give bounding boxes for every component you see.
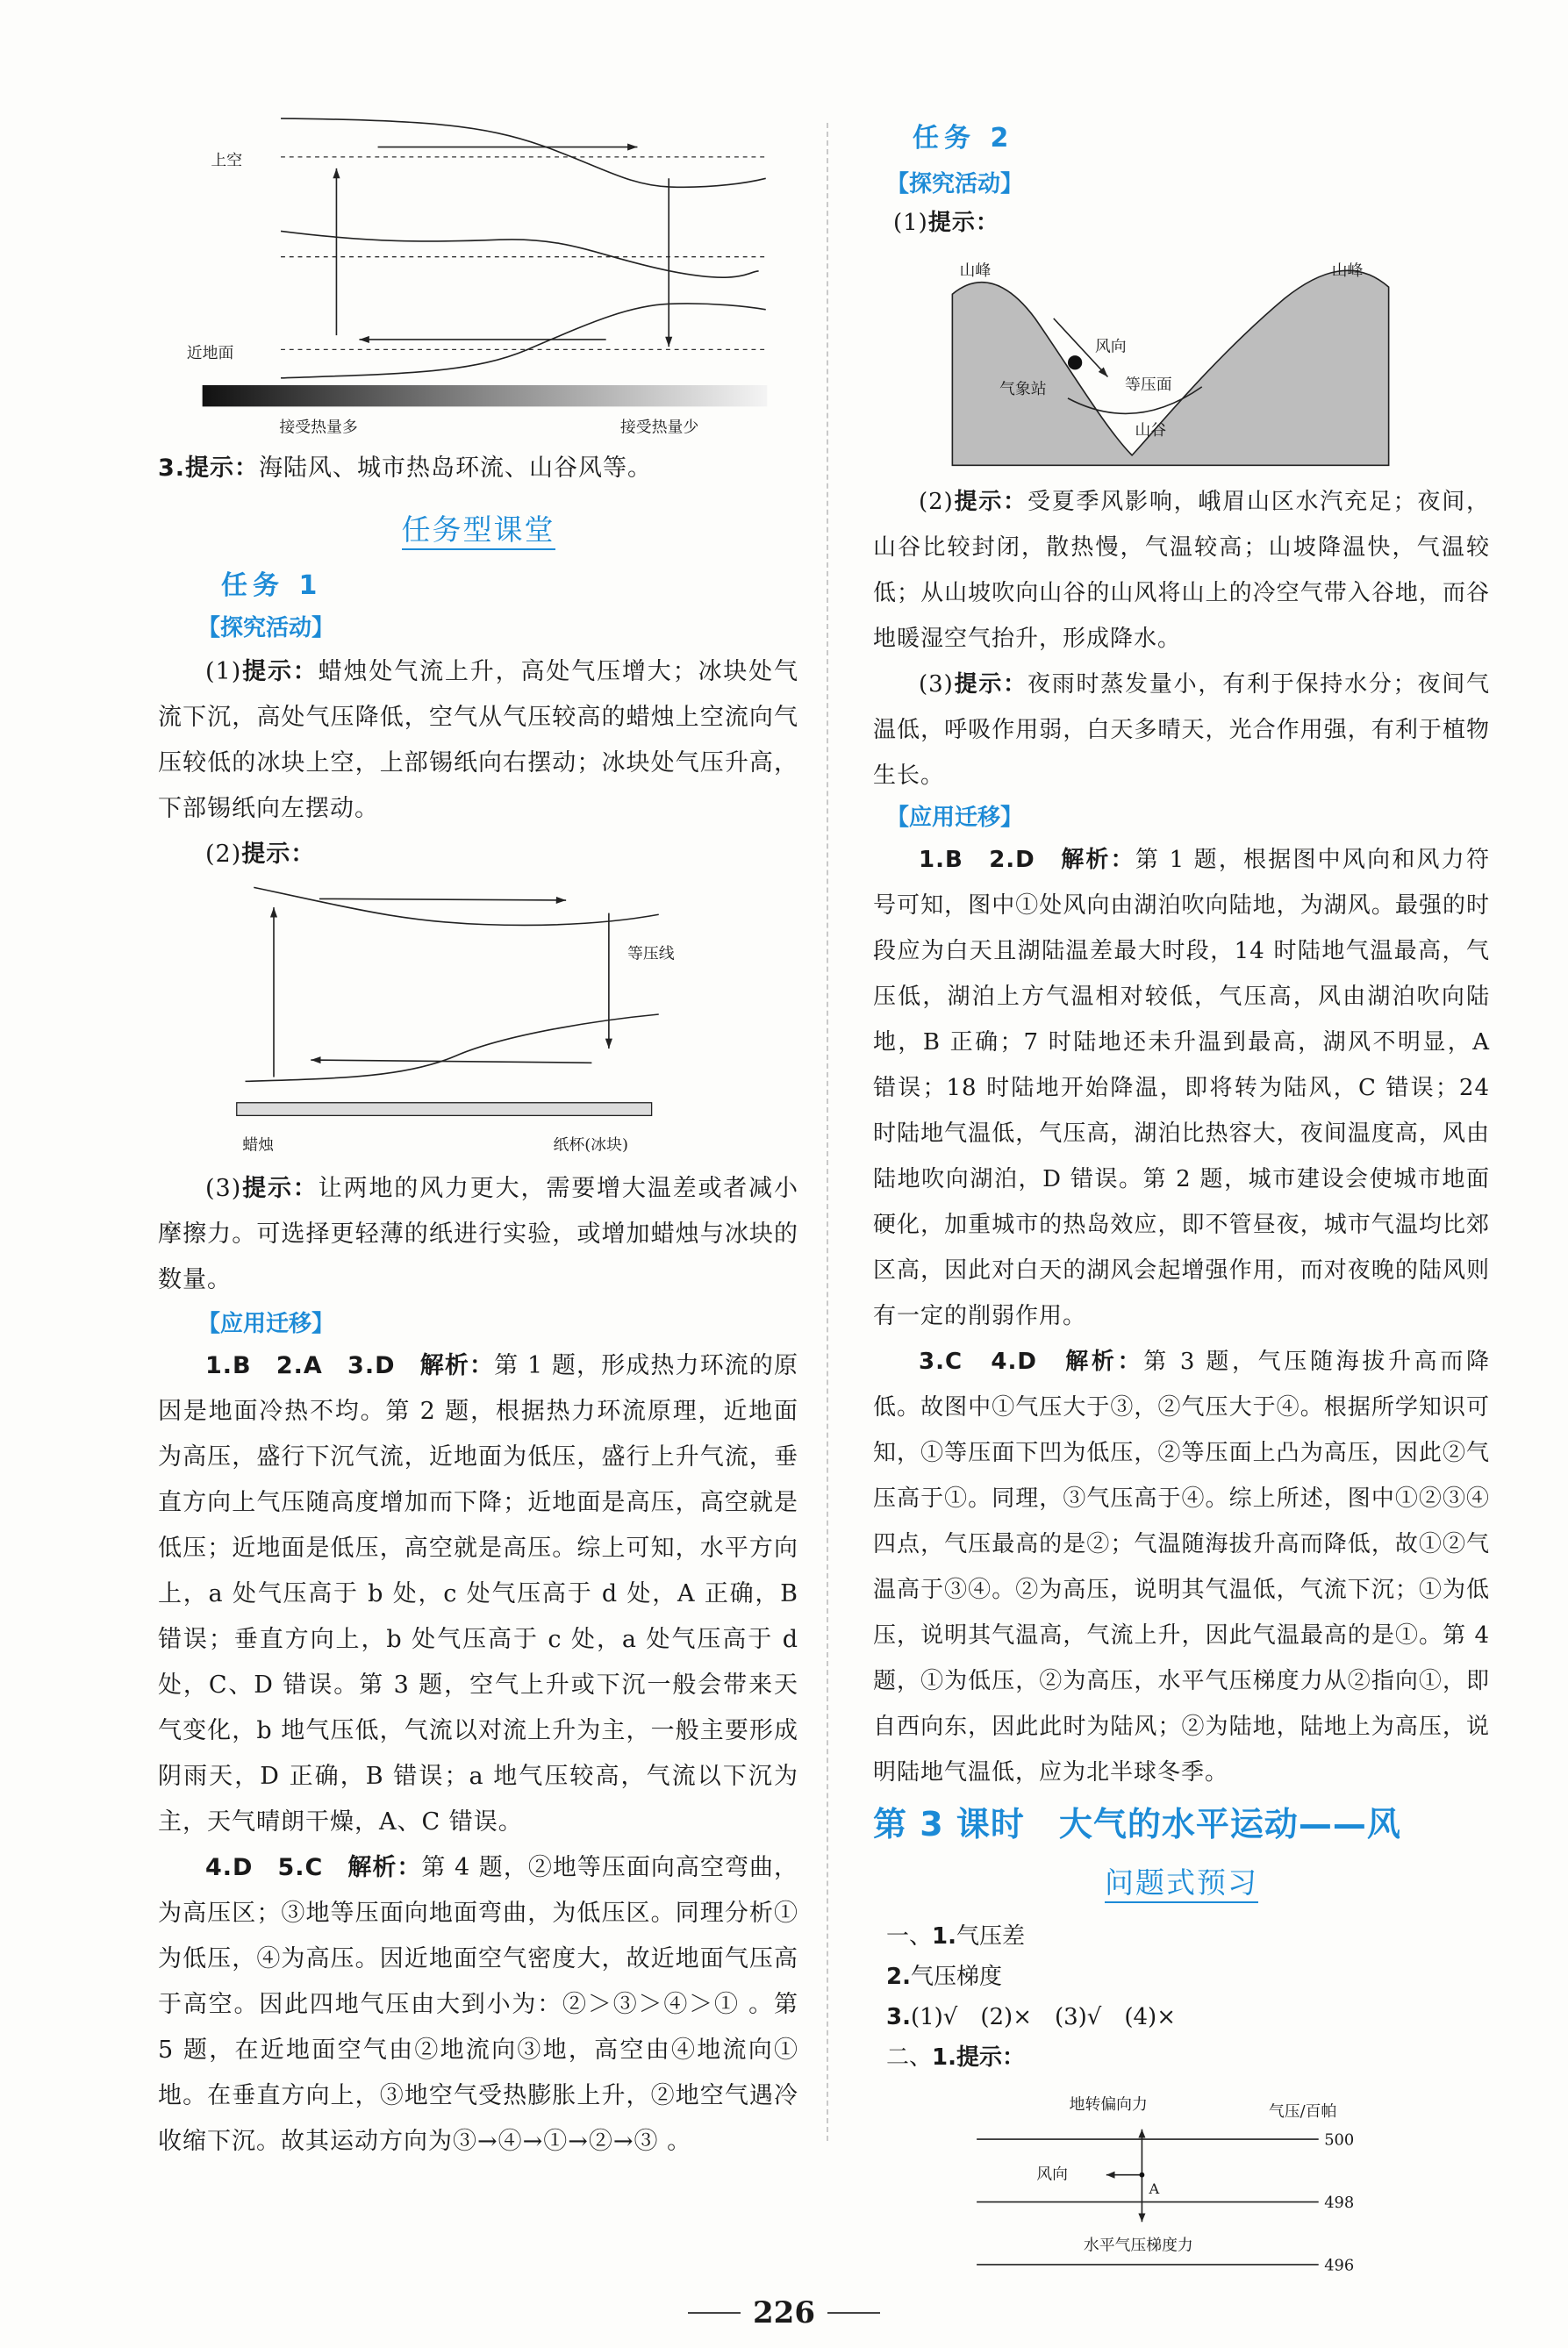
hint-text: 海陆风、城市热岛环流、山谷风等。 [259,455,653,482]
point-a-dot [1140,2173,1145,2178]
isobar-lower [281,304,766,378]
right-column [873,121,1490,2285]
station-label: 气象站 [999,380,1047,398]
pressure-unit-label: 气压/百帕 [1268,2102,1337,2122]
less-heat-label: 接受热量少 [619,418,699,437]
isobar-lower [246,1014,659,1081]
tray [237,1103,652,1116]
task1-hint-3: (3)提示：让两地的风力更大，需要增大温差或者减小摩擦力。可选择更轻薄的纸进行实验，或增加蜡烛与冰块的数量。 [158,1175,799,1293]
candle-ice-experiment-diagram [228,877,684,1163]
wind-label: 风向 [1036,2165,1068,2184]
answer-block-1-2: 1.B 2.D 解析：第 1 题，根据图中风向和风力符号可知，图中①处风向由湖泊吹向陆地，为湖风。最强的时段应为白天且湖陆温差最大时段，14 时陆地气温最高，气压低，湖泊上方气温相对较低，气压高，风由湖泊吹向陆地，B 正确；7 时陆地还未升温到最高，湖风不明显，A 错误；18 时陆地开始降温，即将转为陆风，C 错误；24 时陆地气温低，气压高，湖泊比热容大，夜间温度高，风由陆地吹向湖泊，D 错误。第 2 题，城市建设会使城市地面硬化，加重城市的热岛效应，即不管昼夜，城市气温均比郊区高，因此对白天的湖风会起增强作用，而对夜晚的陆风则有一定的削弱作用。 [873,847,1490,1329]
upper-flow-arrow [319,898,566,900]
preview-item-3: 3.(1)√ (2)× (3)√ (4)× [886,2004,1176,2030]
cup-label: 纸杯(冰块) [553,1135,628,1155]
lesson-title: 第 3 课时 大气的水平运动——风 [873,1805,1401,1843]
isobar-value-500: 500 [1324,2130,1355,2150]
peak-right-label: 山峰 [1331,261,1364,281]
task2-hint-3: (3)提示：夜雨时蒸发量小，有利于保持水分；夜间气温低，呼吸作用弱，白天多晴天，光合作用强，有利于植物生长。 [873,671,1490,789]
left-column [158,107,798,2165]
candle-label: 蜡烛 [242,1135,274,1155]
wind-force-diagram [970,2078,1397,2285]
upper-air-label: 上空 [211,151,243,170]
task2-hint-2: (2)提示：受夏季风影响，峨眉山区水汽充足；夜间，山谷比较封闭，散热慢，气温较高；山坡降温快，气温较低；从山坡吹向山谷的山风将山上的冷空气带入谷地，而谷地暖湿空气抬升，形成降水。 [873,489,1490,652]
point-a-label: A [1149,2180,1160,2197]
preview-item-4: 二、1.提示： [886,2044,1025,2071]
preview-item-1: 一、1.气压差 [886,1923,1025,1950]
hint-label: 3.提示： [158,455,260,482]
reference-levels [281,157,766,349]
explore-activity-label: 【探究活动】 [197,615,335,641]
apply-transfer-label: 【应用迁移】 [886,805,1024,831]
answer-block-4-5: 4.D 5.C 解析：第 4 题，②地等压面向高空弯曲，为高压区；③地等压面向地面弯曲，为低压区。同理分析①为低压，④为高压。因近地面空气密度大，故近地面气压高于高空。因此四地气压由大到小为：②＞③＞④＞① 。第 5 题，在近地面空气由②地流向③地，高空由④地流向①地。在垂直方向上，③地空气受热膨胀上升，②地空气遇冷收缩下沉。故其运动方向为③→④→①→②→③ 。 [158,1854,798,2155]
section-title-task-class: 任务型课堂 [402,511,555,549]
preview-section-title: 问题式预习 [1105,1864,1258,1902]
ground-label: 近地面 [186,344,234,363]
task2-hint-1: (1)提示： [893,210,999,236]
task-1-title: 任务 1 [221,570,323,601]
explore-activity-label: 【探究活动】 [886,171,1024,197]
isobar-upper [254,887,659,925]
lower-flow-arrow [311,1060,591,1063]
wind-label: 风向 [1094,337,1127,356]
page-number-dash-left [688,2312,741,2314]
apply-transfer-label: 【应用迁移】 [197,1311,335,1337]
more-heat-label: 接受热量多 [279,418,358,437]
thermal-circulation-diagram [185,107,784,442]
task1-hint-1: (1)提示：蜡烛处气流上升，高处气压增大；冰块处气流下沉，高处气压降低，空气从气压较高的蜡烛上空流向气压较低的冰块上空，上部锡纸向右摆动；冰块处气压升高，下部锡纸向左摆动。 [158,658,799,822]
answer-block-3-4: 3.C 4.D 解析：第 3 题，气压随海拔升高而降低。故图中①气压大于③，②气压大于④。根据所学知识可知，①等压面下凹为低压，②等压面上凸为高压，因此②气压高于①。同理，③气压高于④。综上所述，图中①②③④四点，气压最高的是②；气温随海拔升高而降低，故①②气温高于③④。②为高压，说明其气温低，气流下沉；①为低压，说明其气温高，气流上升，因此气温最高的是①。第 4 题，①为低压，②为高压，水平气压梯度力从②指向①，即自西向东，因此此时为陆风；②为陆地，陆地上为高压，说明陆地气温低，应为北半球冬季。 [873,1349,1490,1786]
heat-gradient-bar [203,385,768,406]
isobar-middle [281,231,759,277]
task1-hint-2: (2)提示： [205,841,316,868]
column-divider [827,123,828,2141]
page-number-dash-right [827,2312,880,2314]
task-2-title: 任务 2 [913,123,1014,154]
preview-item-2: 2.气压梯度 [886,1964,1002,1990]
peak-left-label: 山峰 [959,261,992,281]
hint-3 [158,446,798,491]
weather-station-dot [1068,355,1082,369]
answer-block-1-3: 1.B 2.A 3.D 解析：第 1 题，形成热力环流的原因是地面冷热不均。第 2 题，根据热力环流原理，近地面为高压，盛行下沉气流，近地面为低压，盛行上升气流，垂直方向上气压随高度增加而下降；近地面是高压，高空就是低压；近地面是低压，高空就是高压。综上可知，水平方向上，a 处气压高于 b 处，c 处气压高于 d 处，A 正确，B 错误；垂直方向上，b 处气压高于 c 处，a 处气压高于 d 处，C、D 错误。第 3 题，空气上升或下沉一般会带来天气变化，b 地气压低，气流以对流上升为主，一般主要形成阴雨天，D 正确，B 错误；a 地气压较高，气流以下沉为主，天气晴朗干燥，A、C 错误。 [158,1352,798,1836]
isobaric-label: 等压面 [1125,376,1172,395]
isobar-label: 等压线 [627,944,675,963]
mountain-valley-diagram [942,246,1399,474]
isobar-upper [281,118,766,187]
page-number: 226 [753,2295,815,2330]
pgf-label: 水平气压梯度力 [1083,2236,1193,2255]
coriolis-label: 地转偏向力 [1069,2095,1148,2115]
valley-label: 山谷 [1135,421,1167,440]
mountain-terrain [952,270,1388,465]
isobar-value-498: 498 [1324,2194,1355,2213]
page-footer [0,2295,1568,2330]
isobar-value-496: 496 [1324,2256,1355,2275]
